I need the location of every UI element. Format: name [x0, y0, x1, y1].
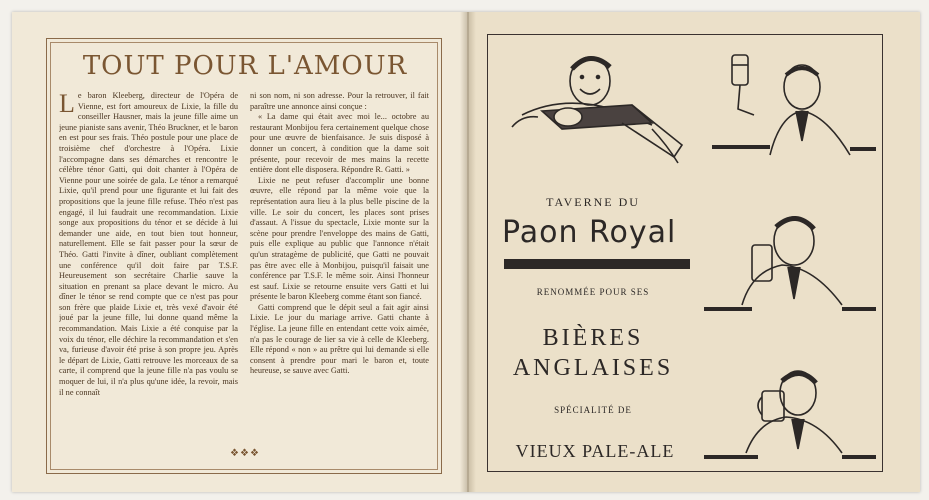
story-column-2 [250, 91, 429, 431]
story-paragraph: « La dame qui était avec moi le... octobre au restaurant Monbijou fera certainement quelque chose pour une œuvre de bienfaisance. Je suis disposé à donner un concert, à condition que la dame soit présente, pour recevoir de mes mains la recette entière dont elle disposera. Répondre R. Gatti. » [250, 112, 429, 175]
story-columns [59, 91, 429, 431]
drop-cap: L [59, 91, 75, 118]
paon-royal-title: Paon Royal [502, 215, 677, 250]
story-paragraph: Gatti comprend que le dépit seul a fait agir ainsi Lixie. Le jour du mariage arrive. Gatti chante à l'église. La jeune fille en entendant cette voix aimée, n'a pas le courage de lier sa vie à celle de Kleeberg. Elle répond « non » au prêtre qui lui demande si elle consent à prendre pour mari le baron et, toute heureuse, se sauve avec Gatti. [250, 302, 429, 376]
book-gutter [460, 12, 476, 492]
man-drinking-illustration [702, 205, 878, 315]
story-text: e baron Kleeberg, directeur de l'Opéra de Vienne, est fort amoureux de Lixie, la fille du conseiller Hausner, mais la jeune fille aime un jeune pianiste sans avenir, Théo Bruckner, et le baron en est pour ses frais. Théo postule pour une place de troisième chef d'orchestre à l'Opéra. Lixie l'accompagne dans ses démarches et rencontre le célèbre ténor Gatti, qui doit chanter à l'Opéra de Vienne pour une soirée de gala. Le ténor a remarqué Lixie, qu'il prend pour une figurante et lui fait des propositions que la jeune fille refuse. Théo n'est pas engagé, il lui faudrait une recommandation. Lixie songe aux propositions du ténor et se décide à lui demander une aide, en tout bien tout honneur, naturellement. Elle se fait passer pour la sœur de Théo. Gatti l'invite à dîner, oubliant complètement une conférence qu'il doit faire par T.S.F. Heureusement son secrétaire Charlie sauve la situation en prenant sa place devant le micro. Au dîner le ténor se rend compte que ce n'est pas pour son frère que plaide Lixie et, très vexé d'avoir été joué par la jeune fille, lui donne quand même la recommandation. Mais Lixie a été conquise par la voix du ténor, elle déchire la recommandation et s'en va, furieuse d'avoir été prise à son propre jeu. Après le départ de Lixie, Gatti retrouve les morceaux de sa carte, il comprend que la jeune fille n'a pas voulu se moquer de lui, il n'a plus qu'une idée, la revoir, mais il ne connaît [59, 91, 238, 397]
left-page [12, 12, 467, 492]
renommee-label: RENOMMÉE POUR SES [536, 287, 650, 297]
vieux-pale-ale-heading: VIEUX PALE-ALE [515, 441, 675, 461]
end-ornament: ❖❖❖ [230, 448, 260, 459]
specialite-label: SPÉCIALITÉ DE [554, 405, 632, 415]
story-column-1 [59, 91, 238, 431]
book-spread [12, 12, 920, 492]
story-paragraph [59, 91, 238, 398]
man-with-bottle-illustration [502, 45, 692, 165]
man-with-tankard-illustration [702, 357, 878, 467]
story-paragraph: Lixie ne peut refuser d'accomplir une bonne œuvre, elle répond par la même voie que la représentation aura lieu à la plus belle piscine de la ville. Le soir du concert, les places sont prises d'assaut. A l'issue du spectacle, Lixie monte sur la scène pour prendre l'enveloppe des mains de Gatti, puis elle explique au public que l'annonce n'était qu'un stratagème de publicité, que Gatti ne pouvait pas être avec elle à Monbijou, puisqu'il faisait une conférence par T.S.F. le même soir. Ainsi l'honneur est sauf. Lixie se retourne ensuite vers Gatti et lui présente le baron Kleeberg comme étant son fiancé. [250, 175, 429, 302]
advert-frame [487, 34, 883, 472]
man-raising-glass-illustration [710, 45, 880, 165]
bieres-heading: BIÈRES [542, 325, 644, 351]
story-frame [46, 38, 442, 474]
page-title: TOUT POUR L'AMOUR [82, 51, 408, 81]
anglaises-heading: ANGLAISES [512, 355, 674, 381]
story-paragraph: ni son nom, ni son adresse. Pour la retrouver, il fait paraître une annonce ainsi conçue : [250, 91, 429, 111]
title-underline-bar [504, 259, 690, 269]
taverne-label: TAVERNE DU [546, 195, 640, 209]
right-page [467, 12, 920, 492]
